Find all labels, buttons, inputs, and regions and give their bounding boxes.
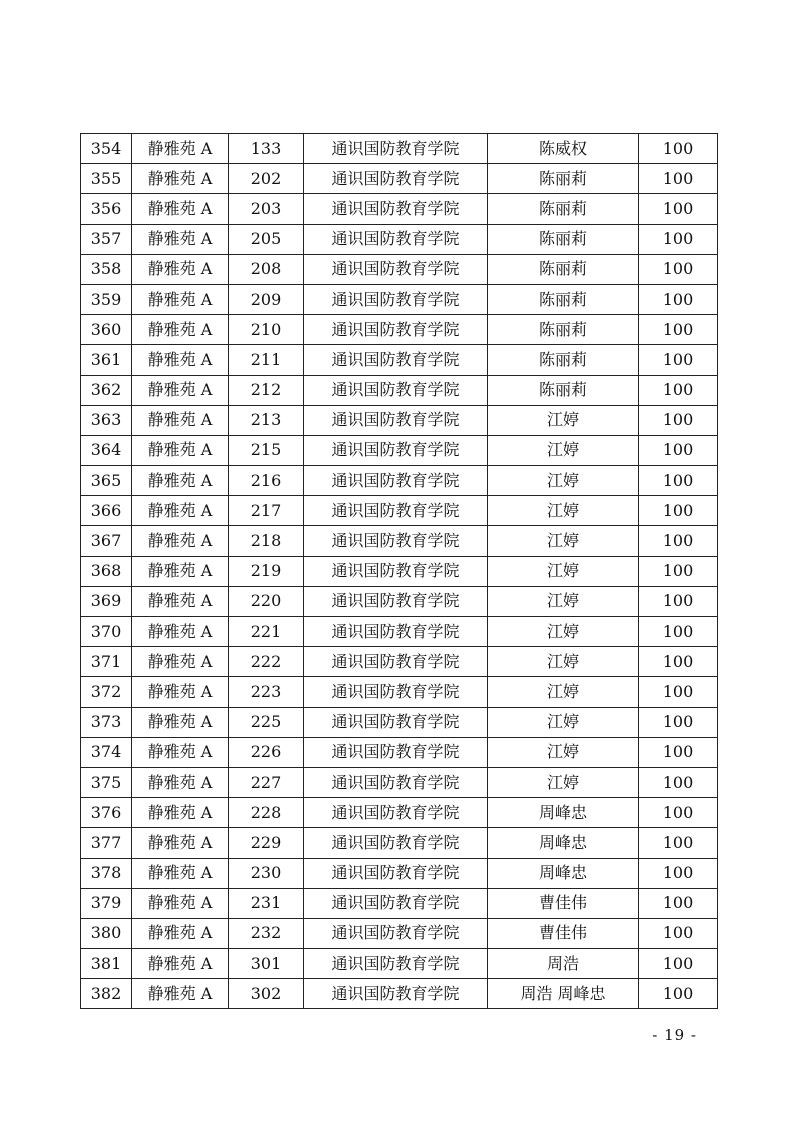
table-row bbox=[81, 134, 718, 164]
cell-index: 377 bbox=[81, 828, 132, 858]
cell-score: 100 bbox=[639, 556, 718, 586]
cell-score: 100 bbox=[639, 526, 718, 556]
cell-score: 100 bbox=[639, 345, 718, 375]
cell-room: 229 bbox=[229, 828, 304, 858]
cell-counselor: 江婷 bbox=[488, 405, 639, 435]
cell-score: 100 bbox=[639, 315, 718, 345]
cell-index: 374 bbox=[81, 737, 132, 767]
cell-college: 通识国防教育学院 bbox=[304, 979, 488, 1009]
cell-building: 静雅苑 A bbox=[132, 164, 229, 194]
cell-counselor: 江婷 bbox=[488, 526, 639, 556]
cell-room: 301 bbox=[229, 949, 304, 979]
cell-room: 221 bbox=[229, 617, 304, 647]
cell-index: 372 bbox=[81, 677, 132, 707]
cell-index: 367 bbox=[81, 526, 132, 556]
cell-score: 100 bbox=[639, 224, 718, 254]
table-row bbox=[81, 496, 718, 526]
cell-building: 静雅苑 A bbox=[132, 194, 229, 224]
cell-score: 100 bbox=[639, 647, 718, 677]
cell-room: 222 bbox=[229, 647, 304, 677]
cell-counselor: 江婷 bbox=[488, 767, 639, 797]
cell-building: 静雅苑 A bbox=[132, 918, 229, 948]
table-row bbox=[81, 617, 718, 647]
cell-index: 373 bbox=[81, 707, 132, 737]
cell-room: 226 bbox=[229, 737, 304, 767]
cell-room: 208 bbox=[229, 254, 304, 284]
cell-room: 215 bbox=[229, 435, 304, 465]
cell-score: 100 bbox=[639, 466, 718, 496]
table-row bbox=[81, 224, 718, 254]
cell-building: 静雅苑 A bbox=[132, 677, 229, 707]
cell-building: 静雅苑 A bbox=[132, 405, 229, 435]
cell-building: 静雅苑 A bbox=[132, 586, 229, 616]
cell-college: 通识国防教育学院 bbox=[304, 737, 488, 767]
cell-score: 100 bbox=[639, 949, 718, 979]
cell-college: 通识国防教育学院 bbox=[304, 798, 488, 828]
cell-college: 通识国防教育学院 bbox=[304, 949, 488, 979]
cell-index: 355 bbox=[81, 164, 132, 194]
table-row bbox=[81, 767, 718, 797]
cell-building: 静雅苑 A bbox=[132, 496, 229, 526]
cell-building: 静雅苑 A bbox=[132, 375, 229, 405]
cell-room: 212 bbox=[229, 375, 304, 405]
cell-score: 100 bbox=[639, 707, 718, 737]
cell-building: 静雅苑 A bbox=[132, 617, 229, 647]
cell-counselor: 周峰忠 bbox=[488, 798, 639, 828]
cell-counselor: 江婷 bbox=[488, 617, 639, 647]
cell-room: 232 bbox=[229, 918, 304, 948]
cell-room: 223 bbox=[229, 677, 304, 707]
cell-college: 通识国防教育学院 bbox=[304, 435, 488, 465]
cell-room: 203 bbox=[229, 194, 304, 224]
cell-score: 100 bbox=[639, 405, 718, 435]
cell-index: 366 bbox=[81, 496, 132, 526]
table-row bbox=[81, 737, 718, 767]
cell-score: 100 bbox=[639, 375, 718, 405]
cell-college: 通识国防教育学院 bbox=[304, 405, 488, 435]
cell-building: 静雅苑 A bbox=[132, 888, 229, 918]
table-row bbox=[81, 677, 718, 707]
cell-index: 382 bbox=[81, 979, 132, 1009]
cell-index: 360 bbox=[81, 315, 132, 345]
cell-college: 通识国防教育学院 bbox=[304, 707, 488, 737]
dormitory-table bbox=[80, 133, 718, 1009]
cell-index: 365 bbox=[81, 466, 132, 496]
cell-index: 376 bbox=[81, 798, 132, 828]
cell-index: 362 bbox=[81, 375, 132, 405]
cell-building: 静雅苑 A bbox=[132, 134, 229, 164]
cell-counselor: 周峰忠 bbox=[488, 828, 639, 858]
cell-score: 100 bbox=[639, 496, 718, 526]
cell-room: 205 bbox=[229, 224, 304, 254]
cell-building: 静雅苑 A bbox=[132, 737, 229, 767]
cell-college: 通识国防教育学院 bbox=[304, 254, 488, 284]
table-row bbox=[81, 949, 718, 979]
cell-building: 静雅苑 A bbox=[132, 315, 229, 345]
cell-college: 通识国防教育学院 bbox=[304, 496, 488, 526]
cell-building: 静雅苑 A bbox=[132, 526, 229, 556]
cell-index: 363 bbox=[81, 405, 132, 435]
cell-score: 100 bbox=[639, 164, 718, 194]
cell-counselor: 江婷 bbox=[488, 435, 639, 465]
cell-counselor: 陈丽莉 bbox=[488, 375, 639, 405]
cell-room: 219 bbox=[229, 556, 304, 586]
cell-score: 100 bbox=[639, 677, 718, 707]
table-row bbox=[81, 435, 718, 465]
cell-room: 228 bbox=[229, 798, 304, 828]
cell-counselor: 陈丽莉 bbox=[488, 224, 639, 254]
cell-college: 通识国防教育学院 bbox=[304, 767, 488, 797]
cell-building: 静雅苑 A bbox=[132, 949, 229, 979]
cell-room: 231 bbox=[229, 888, 304, 918]
cell-college: 通识国防教育学院 bbox=[304, 556, 488, 586]
cell-index: 371 bbox=[81, 647, 132, 677]
table-row bbox=[81, 284, 718, 314]
cell-building: 静雅苑 A bbox=[132, 284, 229, 314]
cell-building: 静雅苑 A bbox=[132, 647, 229, 677]
cell-score: 100 bbox=[639, 134, 718, 164]
cell-index: 359 bbox=[81, 284, 132, 314]
cell-index: 364 bbox=[81, 435, 132, 465]
cell-college: 通识国防教育学院 bbox=[304, 828, 488, 858]
table-row bbox=[81, 405, 718, 435]
cell-score: 100 bbox=[639, 858, 718, 888]
cell-score: 100 bbox=[639, 918, 718, 948]
cell-college: 通识国防教育学院 bbox=[304, 194, 488, 224]
cell-room: 230 bbox=[229, 858, 304, 888]
cell-counselor: 曹佳伟 bbox=[488, 888, 639, 918]
cell-room: 210 bbox=[229, 315, 304, 345]
page-number: - 19 - bbox=[652, 1026, 697, 1044]
cell-college: 通识国防教育学院 bbox=[304, 164, 488, 194]
cell-score: 100 bbox=[639, 435, 718, 465]
cell-counselor: 江婷 bbox=[488, 496, 639, 526]
cell-index: 361 bbox=[81, 345, 132, 375]
cell-room: 225 bbox=[229, 707, 304, 737]
cell-college: 通识国防教育学院 bbox=[304, 315, 488, 345]
cell-index: 380 bbox=[81, 918, 132, 948]
cell-room: 218 bbox=[229, 526, 304, 556]
cell-counselor: 江婷 bbox=[488, 556, 639, 586]
cell-counselor: 曹佳伟 bbox=[488, 918, 639, 948]
cell-score: 100 bbox=[639, 767, 718, 797]
cell-index: 378 bbox=[81, 858, 132, 888]
cell-counselor: 周峰忠 bbox=[488, 858, 639, 888]
cell-score: 100 bbox=[639, 194, 718, 224]
table-row bbox=[81, 858, 718, 888]
cell-counselor: 周浩 bbox=[488, 949, 639, 979]
cell-score: 100 bbox=[639, 617, 718, 647]
cell-index: 357 bbox=[81, 224, 132, 254]
cell-score: 100 bbox=[639, 888, 718, 918]
cell-room: 220 bbox=[229, 586, 304, 616]
cell-index: 356 bbox=[81, 194, 132, 224]
table-row bbox=[81, 556, 718, 586]
cell-index: 379 bbox=[81, 888, 132, 918]
cell-room: 213 bbox=[229, 405, 304, 435]
table-row bbox=[81, 828, 718, 858]
cell-index: 375 bbox=[81, 767, 132, 797]
cell-score: 100 bbox=[639, 979, 718, 1009]
cell-counselor: 陈丽莉 bbox=[488, 194, 639, 224]
cell-room: 211 bbox=[229, 345, 304, 375]
table-row bbox=[81, 164, 718, 194]
cell-building: 静雅苑 A bbox=[132, 435, 229, 465]
cell-college: 通识国防教育学院 bbox=[304, 677, 488, 707]
table-body bbox=[81, 134, 718, 1009]
cell-building: 静雅苑 A bbox=[132, 979, 229, 1009]
cell-score: 100 bbox=[639, 737, 718, 767]
table-row bbox=[81, 707, 718, 737]
cell-score: 100 bbox=[639, 828, 718, 858]
cell-counselor: 陈丽莉 bbox=[488, 254, 639, 284]
table-row bbox=[81, 315, 718, 345]
cell-counselor: 江婷 bbox=[488, 737, 639, 767]
cell-college: 通识国防教育学院 bbox=[304, 526, 488, 556]
cell-room: 302 bbox=[229, 979, 304, 1009]
cell-building: 静雅苑 A bbox=[132, 254, 229, 284]
table-row bbox=[81, 888, 718, 918]
cell-college: 通识国防教育学院 bbox=[304, 617, 488, 647]
cell-index: 354 bbox=[81, 134, 132, 164]
cell-college: 通识国防教育学院 bbox=[304, 134, 488, 164]
cell-building: 静雅苑 A bbox=[132, 828, 229, 858]
cell-room: 227 bbox=[229, 767, 304, 797]
table-row bbox=[81, 375, 718, 405]
cell-college: 通识国防教育学院 bbox=[304, 888, 488, 918]
cell-index: 358 bbox=[81, 254, 132, 284]
cell-index: 368 bbox=[81, 556, 132, 586]
cell-college: 通识国防教育学院 bbox=[304, 918, 488, 948]
cell-room: 202 bbox=[229, 164, 304, 194]
cell-college: 通识国防教育学院 bbox=[304, 647, 488, 677]
cell-counselor: 陈丽莉 bbox=[488, 284, 639, 314]
cell-room: 133 bbox=[229, 134, 304, 164]
cell-building: 静雅苑 A bbox=[132, 224, 229, 254]
cell-building: 静雅苑 A bbox=[132, 707, 229, 737]
cell-counselor: 江婷 bbox=[488, 707, 639, 737]
cell-building: 静雅苑 A bbox=[132, 858, 229, 888]
cell-college: 通识国防教育学院 bbox=[304, 284, 488, 314]
cell-college: 通识国防教育学院 bbox=[304, 586, 488, 616]
table-row bbox=[81, 979, 718, 1009]
cell-college: 通识国防教育学院 bbox=[304, 224, 488, 254]
cell-counselor: 陈丽莉 bbox=[488, 345, 639, 375]
cell-building: 静雅苑 A bbox=[132, 798, 229, 828]
cell-score: 100 bbox=[639, 586, 718, 616]
cell-college: 通识国防教育学院 bbox=[304, 466, 488, 496]
cell-counselor: 周浩 周峰忠 bbox=[488, 979, 639, 1009]
table-row bbox=[81, 918, 718, 948]
cell-counselor: 江婷 bbox=[488, 677, 639, 707]
cell-counselor: 江婷 bbox=[488, 586, 639, 616]
table-row bbox=[81, 526, 718, 556]
table-row bbox=[81, 798, 718, 828]
cell-counselor: 陈丽莉 bbox=[488, 164, 639, 194]
cell-building: 静雅苑 A bbox=[132, 767, 229, 797]
cell-room: 217 bbox=[229, 496, 304, 526]
cell-index: 370 bbox=[81, 617, 132, 647]
table-row bbox=[81, 586, 718, 616]
cell-counselor: 江婷 bbox=[488, 647, 639, 677]
table-row bbox=[81, 466, 718, 496]
cell-building: 静雅苑 A bbox=[132, 466, 229, 496]
cell-building: 静雅苑 A bbox=[132, 345, 229, 375]
table-row bbox=[81, 254, 718, 284]
table-row bbox=[81, 647, 718, 677]
cell-room: 216 bbox=[229, 466, 304, 496]
cell-building: 静雅苑 A bbox=[132, 556, 229, 586]
cell-index: 381 bbox=[81, 949, 132, 979]
cell-counselor: 江婷 bbox=[488, 466, 639, 496]
cell-college: 通识国防教育学院 bbox=[304, 345, 488, 375]
cell-score: 100 bbox=[639, 284, 718, 314]
cell-score: 100 bbox=[639, 798, 718, 828]
table-row bbox=[81, 345, 718, 375]
cell-index: 369 bbox=[81, 586, 132, 616]
cell-counselor: 陈威权 bbox=[488, 134, 639, 164]
cell-college: 通识国防教育学院 bbox=[304, 858, 488, 888]
table-row bbox=[81, 194, 718, 224]
cell-counselor: 陈丽莉 bbox=[488, 315, 639, 345]
cell-college: 通识国防教育学院 bbox=[304, 375, 488, 405]
cell-room: 209 bbox=[229, 284, 304, 314]
cell-score: 100 bbox=[639, 254, 718, 284]
